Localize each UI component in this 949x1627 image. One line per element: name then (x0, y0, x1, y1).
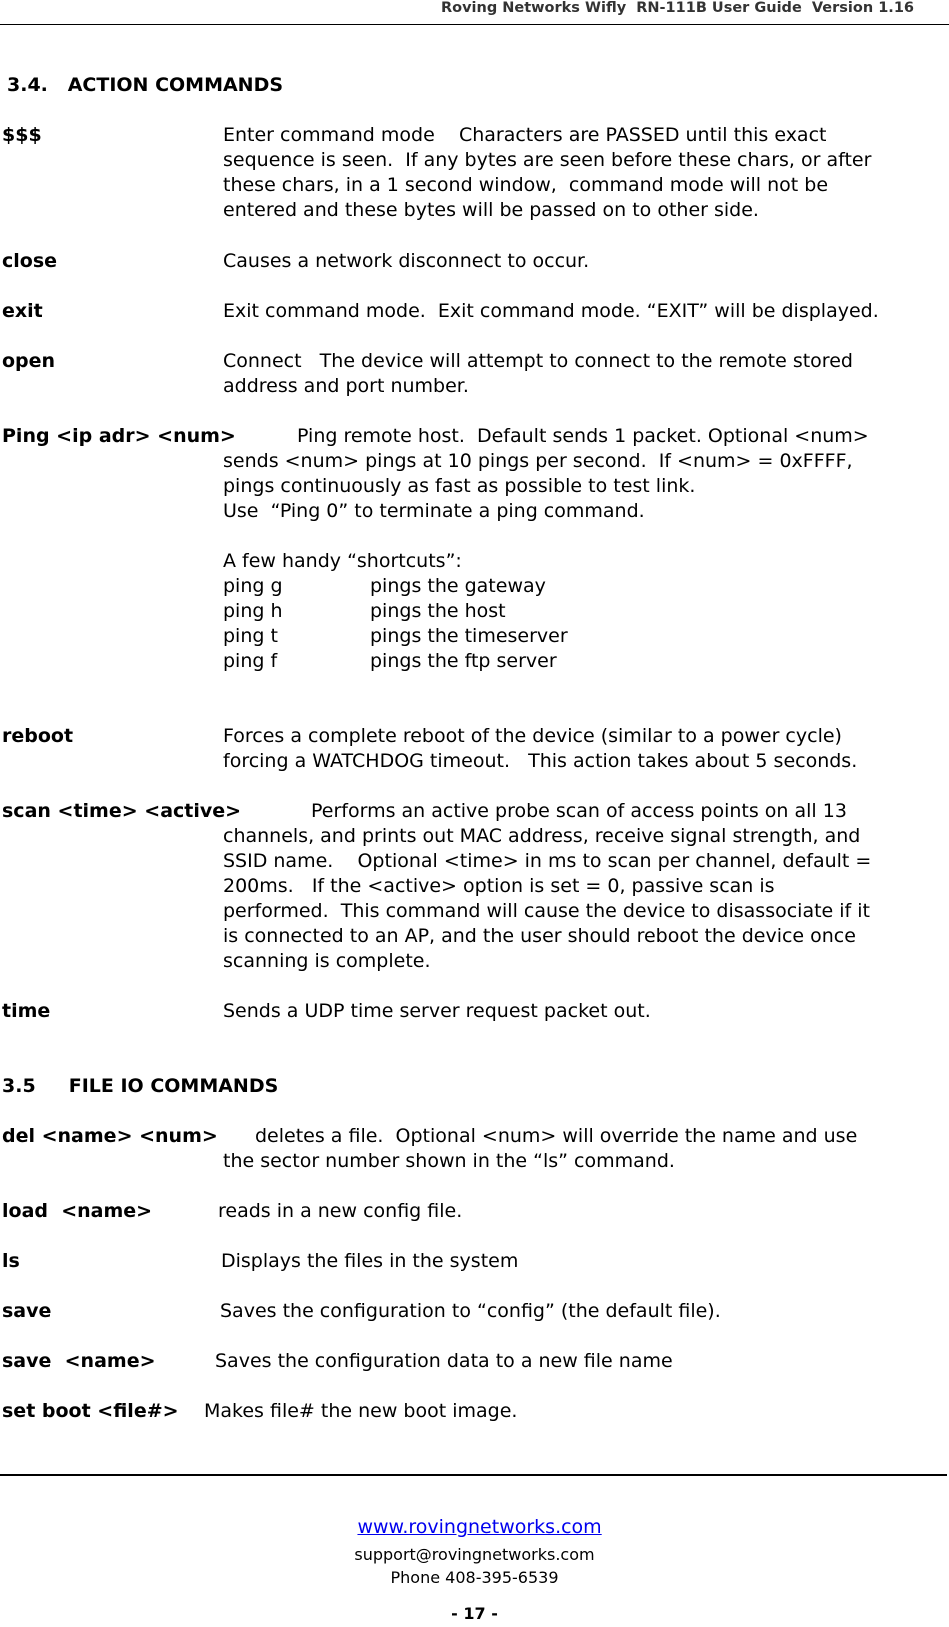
shortcut-key: ping g (223, 575, 283, 597)
desc-line: channels, and prints out MAC address, receive signal strength, and (223, 825, 861, 847)
desc-line: Saves the configuration to “config” (the default file). (220, 1300, 721, 1322)
desc-line: forcing a WATCHDOG timeout. This action takes about 5 seconds. (223, 750, 858, 772)
section-title-file: 3.5 FILE IO COMMANDS (2, 1075, 279, 1097)
desc-line: Saves the configuration data to a new file name (215, 1350, 673, 1372)
desc-line: Sends a UDP time server request packet out. (223, 1000, 651, 1022)
cmd-reboot: reboot (2, 725, 74, 747)
cmd-open: open (2, 350, 56, 372)
shortcut-key: ping h (223, 600, 283, 622)
desc-line: entered and these bytes will be passed on to other side. (223, 199, 759, 221)
desc-line: scanning is complete. (223, 950, 431, 972)
desc-line: SSID name. Optional <time> in ms to scan per channel, default = (223, 850, 872, 872)
footer-url-line (0, 1497, 949, 1538)
cmd-set-boot: set boot <file#> (2, 1400, 179, 1422)
shortcut-key: ping f (223, 650, 278, 672)
cmd-ls: ls (2, 1250, 20, 1272)
desc-line: sends <num> pings at 10 pings per second. If <num> = 0xFFFF, (223, 450, 853, 472)
cmd-save-name: save <name> (2, 1350, 156, 1372)
desc-line: Ping remote host. Default sends 1 packet. Optional <num> (297, 425, 869, 447)
desc-line: Makes file# the new boot image. (204, 1400, 518, 1422)
desc-line: Performs an active probe scan of access points on all 13 (311, 800, 847, 822)
desc-line: reads in a new config file. (218, 1200, 463, 1222)
desc-line: Connect The device will attempt to connect to the remote stored (223, 350, 853, 372)
desc-line: is connected to an AP, and the user should reboot the device once (223, 925, 856, 947)
shortcut-desc: pings the ftp server (370, 650, 557, 672)
cmd-time: time (2, 1000, 51, 1022)
desc-line: Causes a network disconnect to occur. (223, 250, 590, 272)
cmd-close: close (2, 250, 58, 272)
shortcut-desc: pings the gateway (370, 575, 546, 597)
shortcut-desc: pings the host (370, 600, 506, 622)
desc-line: Displays the files in the system (221, 1250, 519, 1272)
desc-line: the sector number shown in the “ls” command. (223, 1150, 675, 1172)
desc-line: performed. This command will cause the device to disassociate if it (223, 900, 871, 922)
footer-email: support@rovingnetworks.com (354, 1545, 595, 1564)
shortcut-desc: pings the timeserver (370, 625, 568, 647)
desc-line: these chars, in a 1 second window, command mode will not be (223, 174, 829, 196)
desc-line: Enter command mode Characters are PASSED until this exact (223, 124, 827, 146)
footer-rule (0, 1474, 947, 1476)
desc-line: A few handy “shortcuts”: (223, 550, 462, 572)
page-number: - 17 - (451, 1604, 498, 1623)
desc-line: address and port number. (223, 375, 469, 397)
cmd-exit: exit (2, 300, 43, 322)
desc-line: 200ms. If the <active> option is set = 0, passive scan is (223, 875, 775, 897)
cmd-ping: Ping <ip adr> <num> (2, 425, 236, 447)
cmd-save: save (2, 1300, 52, 1322)
footer-phone: Phone 408-395-6539 (390, 1568, 559, 1587)
section-title-action: 3.4. ACTION COMMANDS (7, 74, 284, 96)
desc-line: deletes a file. Optional <num> will override the name and use (255, 1125, 858, 1147)
cmd-scan: scan <time> <active> (2, 800, 242, 822)
desc-line: Forces a complete reboot of the device (similar to a power cycle) (223, 725, 842, 747)
running-header: Roving Networks Wifly RN-111B User Guide Version 1.16 (440, 0, 914, 16)
desc-line: sequence is seen. If any bytes are seen before these chars, or after (223, 149, 872, 171)
desc-line: pings continuously as fast as possible to test link. (223, 475, 696, 497)
desc-line: Exit command mode. Exit command mode. “EXIT” will be displayed. (223, 300, 879, 322)
cmd-load: load <name> (2, 1200, 153, 1222)
website-link[interactable]: www.rovingnetworks.com (357, 1516, 602, 1538)
desc-line: Use “Ping 0” to terminate a ping command. (223, 500, 645, 522)
header-rule (0, 24, 949, 25)
cmd-del: del <name> <num> (2, 1125, 218, 1147)
cmd-dollars: $$$ (2, 124, 42, 146)
shortcut-key: ping t (223, 625, 278, 647)
